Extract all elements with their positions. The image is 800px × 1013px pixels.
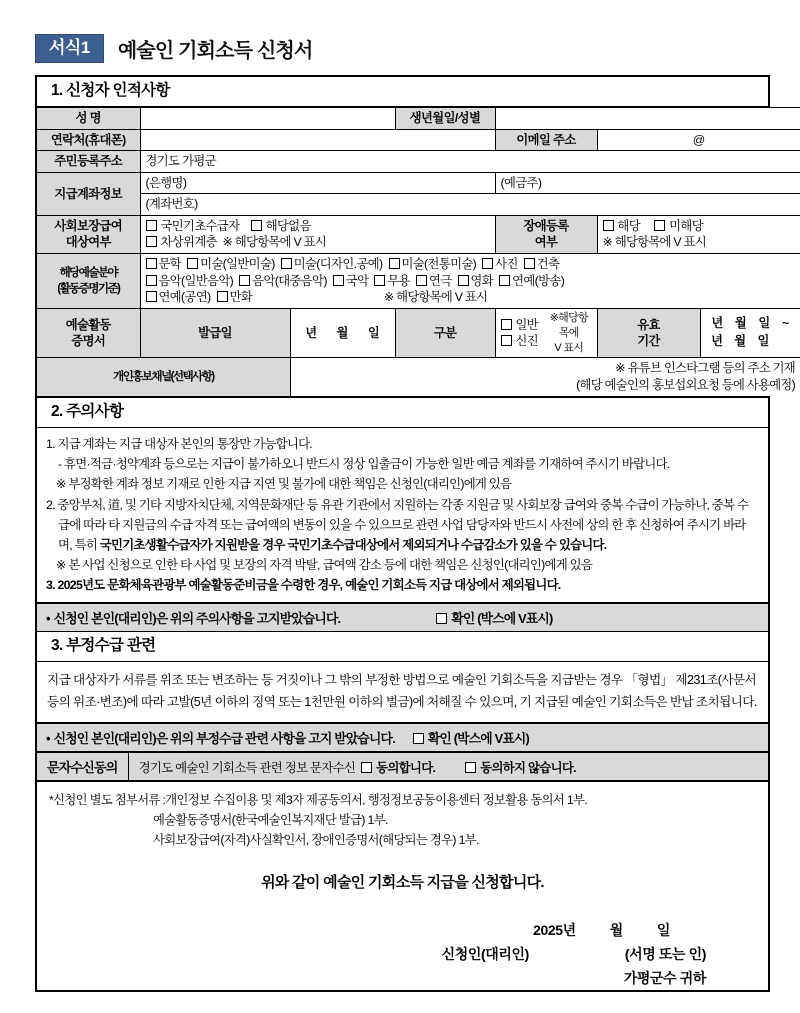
welfare-label-line2: 대상여부 bbox=[65, 235, 111, 250]
valid-from-day: 일 bbox=[758, 316, 771, 331]
address-label: 주민등록주소 bbox=[37, 151, 140, 173]
notice-item-1-sub: - 휴면·적금·청약계좌 등으로는 지급이 불가하오니 반드시 정상 입출금이 가능한 일반 예금 계좌를 기재하여 주시기 바랍니다. bbox=[58, 456, 670, 471]
notice-item-3: 3. 2025년도 문화체육관광부 예술활동준비금을 수령한 경우, 예술인 기회소득 지급 대상에서 제외됩니다. bbox=[46, 578, 561, 593]
checkbox-icon[interactable] bbox=[374, 275, 385, 286]
name-input[interactable] bbox=[140, 107, 395, 129]
valid-period-from bbox=[706, 315, 796, 333]
table-row-address bbox=[37, 151, 800, 173]
art-field-option-label: 연예(방송) bbox=[512, 273, 565, 288]
form-number-badge: 서식1 bbox=[35, 34, 104, 63]
valid-to-year: 년 bbox=[711, 334, 724, 349]
checkbox-icon[interactable] bbox=[501, 319, 512, 330]
checkbox-icon[interactable] bbox=[251, 220, 262, 231]
art-field-option-label: 미술(일반미술) bbox=[200, 257, 275, 272]
valid-to-month: 월 bbox=[734, 334, 747, 349]
art-field-option-label: 국악 bbox=[345, 273, 369, 288]
section-1-heading: 1. 신청자 인적사항 bbox=[37, 77, 768, 107]
valid-period-tilde: ~ bbox=[781, 316, 790, 331]
sms-consent-label: 문자수신동의 bbox=[37, 753, 129, 780]
art-field-option[interactable] bbox=[239, 274, 327, 288]
notice-item-2 bbox=[46, 495, 759, 555]
art-field-option[interactable] bbox=[146, 274, 234, 288]
art-field-option-label: 건축 bbox=[536, 257, 560, 272]
valid-period-to bbox=[706, 333, 796, 351]
disability-option-yes[interactable]: 해당 bbox=[603, 219, 641, 233]
promo-note-line1: ※ 유튜브 인스타그램 등의 주소 기재 bbox=[615, 361, 795, 376]
signature-year: 2025년 bbox=[533, 921, 576, 938]
art-field-option-label: 문학 bbox=[158, 257, 182, 272]
disability-label bbox=[495, 215, 597, 253]
art-field-option[interactable] bbox=[389, 257, 477, 271]
type-label: 구분 bbox=[395, 308, 495, 358]
art-field-option-label: 미술(전통미술) bbox=[401, 257, 477, 272]
phone-input[interactable] bbox=[140, 129, 495, 151]
checkbox-icon[interactable] bbox=[146, 236, 157, 247]
sms-consent-text: 경기도 예술인 기회소득 관련 정보 문자수신 bbox=[138, 760, 356, 775]
signature-date bbox=[49, 918, 720, 942]
signature-month: 월 bbox=[609, 921, 623, 938]
sms-disagree-option[interactable]: 동의하지 않습니다. bbox=[465, 758, 576, 776]
table-row-contact bbox=[37, 129, 800, 151]
checkbox-icon[interactable] bbox=[361, 762, 372, 773]
welfare-note: ※ 해당항목에 V 표시 bbox=[222, 235, 327, 250]
fraud-confirmation-bar bbox=[37, 723, 768, 752]
signature-row bbox=[49, 942, 720, 966]
checkbox-icon[interactable] bbox=[146, 291, 157, 302]
attachment-line-1 bbox=[49, 791, 756, 811]
checkbox-icon[interactable] bbox=[413, 733, 424, 744]
art-field-note: ※ 해당항목에 V 표시 bbox=[383, 290, 488, 305]
art-field-label bbox=[37, 254, 140, 309]
promo-note-line2: (해당 예술인의 홍보섭외요청 등에 사용예정) bbox=[576, 377, 795, 392]
type-option-general[interactable]: 일반 bbox=[501, 317, 539, 334]
fraud-body-text: 지급 대상자가 서류를 위조 또는 변조하는 등 거짓이나 그 밖의 부정한 방법으로 예술인 기회소득을 지급받는 경우 「형법」 제231조(사문서 등의 위조·변조)에 따라 고발(5년 이하의 징역 또는 1천만원 이하의 벌금)에 처해질 수 있으며, 기 지급된 예술인 기회소득은 반납 조치됩니다. bbox=[37, 662, 768, 723]
art-field-option[interactable] bbox=[187, 257, 275, 271]
art-field-option[interactable] bbox=[146, 290, 211, 304]
applicant-info-table bbox=[37, 107, 800, 396]
art-field-option-label: 연극 bbox=[428, 273, 452, 288]
disability-note: ※ 해당항목에 V 표시 bbox=[602, 235, 707, 250]
art-field-option[interactable] bbox=[217, 290, 253, 304]
checkbox-icon[interactable] bbox=[654, 220, 665, 231]
welfare-label-line1: 사회보장급여 bbox=[54, 218, 123, 233]
signature-mark: (서명 또는 인) bbox=[624, 945, 706, 962]
art-field-option[interactable] bbox=[281, 257, 383, 271]
footer-block bbox=[37, 782, 768, 989]
fraud-confirm-checkbox[interactable]: 확인 (박스에 V표시) bbox=[413, 728, 529, 747]
type-option-new[interactable]: 신진 bbox=[501, 333, 539, 350]
art-field-option-label: 영화 bbox=[470, 273, 494, 288]
welfare-option-near-poor[interactable]: 차상위계층 bbox=[146, 235, 217, 249]
sms-agree-option[interactable]: 동의합니다. bbox=[361, 758, 435, 776]
valid-period-label-line2: 기간 bbox=[637, 334, 660, 349]
signature-day: 일 bbox=[656, 921, 670, 938]
checkbox-icon[interactable] bbox=[146, 275, 157, 286]
checkbox-icon[interactable] bbox=[499, 275, 510, 286]
checkbox-icon[interactable] bbox=[458, 275, 469, 286]
table-row-name bbox=[37, 107, 800, 129]
table-row-welfare bbox=[37, 215, 800, 253]
signature-area bbox=[49, 918, 756, 990]
issue-date-label: 발급일 bbox=[140, 308, 290, 358]
welfare-options-line1 bbox=[146, 218, 490, 235]
checkbox-icon[interactable] bbox=[389, 258, 400, 269]
issue-date-input[interactable] bbox=[290, 308, 395, 358]
checkbox-icon[interactable] bbox=[416, 275, 427, 286]
art-field-label-line2: (활동증명기준) bbox=[57, 281, 120, 295]
attachment-line-2: 예술활동증명서(한국예술인복지재단 발급) 1부. bbox=[153, 813, 388, 828]
valid-period-label-line1: 유효 bbox=[637, 317, 660, 332]
issue-month: 월 bbox=[336, 325, 349, 340]
valid-period-input[interactable] bbox=[700, 308, 800, 358]
issue-date-ymd bbox=[296, 325, 390, 342]
art-field-option-label: 무용 bbox=[387, 273, 410, 288]
welfare-label bbox=[37, 215, 140, 253]
email-input[interactable]: @ bbox=[597, 129, 800, 151]
form-frame bbox=[35, 75, 795, 992]
checkbox-icon[interactable] bbox=[333, 275, 344, 286]
art-field-options-line2 bbox=[146, 273, 796, 290]
art-field-option-label: 사진 bbox=[495, 257, 518, 272]
checkbox-icon[interactable] bbox=[436, 613, 447, 624]
checkbox-icon[interactable] bbox=[524, 258, 535, 269]
certificate-label-line1: 예술활동 bbox=[65, 317, 111, 332]
bullet-icon: • bbox=[46, 611, 50, 627]
checkbox-icon[interactable] bbox=[603, 220, 614, 231]
checkbox-icon[interactable] bbox=[217, 291, 228, 302]
checkbox-icon[interactable] bbox=[146, 258, 157, 269]
issue-year: 년 bbox=[305, 325, 318, 340]
notice-confirmation-bar bbox=[37, 603, 768, 632]
bank-name-input[interactable]: (은행명) bbox=[140, 172, 495, 194]
welfare-options-line2 bbox=[146, 234, 490, 251]
issue-day: 일 bbox=[367, 325, 380, 340]
birth-gender-input[interactable] bbox=[495, 107, 800, 129]
applicant-label: 신청인(대리인) bbox=[441, 945, 529, 962]
section-2-heading: 2. 주의사항 bbox=[37, 396, 768, 428]
valid-period-label bbox=[597, 308, 700, 358]
welfare-options-cell bbox=[140, 215, 495, 253]
declaration-text: 위와 같이 예술인 기회소득 지급을 신청합니다. bbox=[261, 874, 544, 892]
recipient-label: 가평군수 귀하 bbox=[623, 969, 706, 986]
section-3-heading: 3. 부정수급 관련 bbox=[37, 632, 768, 662]
notice-item-1: 1. 지급 계좌는 지급 대상자 본인의 통장만 가능합니다. bbox=[46, 436, 312, 451]
notice-item-2-text: 2. 중앙부처, 道, 및 기타 지방자치단체, 지역문화재단 등 유관 기관에서 지원하는 각종 지원금 및 사회보장 급여와 중복 수급이 가능하나, 중복 수급에 따라 타 지원금의 수급 자격 또는 급여액의 변동이 있을 수 있으므로 관련 사업 담당자와 반드시 사전에 상의 한 후 신청하여 주시기 바라며, 특히 bbox=[46, 497, 749, 552]
attachment-key: *신청인 별도 첨부서류 : bbox=[49, 793, 166, 808]
notice-confirm-text: • 신청인 본인(대리인)은 위의 주의사항을 고지받았습니다. bbox=[46, 611, 341, 627]
art-field-option[interactable] bbox=[333, 274, 369, 288]
valid-from-year: 년 bbox=[711, 316, 724, 331]
art-field-option[interactable] bbox=[458, 274, 494, 288]
art-field-option[interactable] bbox=[374, 274, 410, 288]
checkbox-icon[interactable] bbox=[146, 220, 157, 231]
art-field-option[interactable] bbox=[499, 274, 564, 288]
table-row-promo-channel bbox=[37, 358, 800, 396]
promo-channel-input[interactable] bbox=[290, 358, 800, 396]
attachment-line-3: 사회보장급여(자격)사실확인서, 장애인증명서(해당되는 경우) 1부. bbox=[153, 833, 479, 848]
table-row-account-number bbox=[37, 194, 800, 216]
checkbox-icon[interactable] bbox=[239, 275, 250, 286]
art-field-option-label: 음악(일반음악) bbox=[158, 273, 234, 288]
disability-label-line1: 장애등록 bbox=[523, 218, 569, 233]
type-note-line1: ※해당항목에 bbox=[549, 311, 588, 339]
art-field-option[interactable] bbox=[524, 257, 560, 271]
promo-channel-label: 개인홍보채널(선택사항) bbox=[37, 358, 290, 396]
art-field-label-line1: 해당예술분야 bbox=[59, 266, 118, 280]
bullet-icon: • bbox=[46, 731, 50, 747]
disability-options-cell bbox=[597, 215, 800, 253]
welfare-option-basic[interactable]: 국민기초수급자 bbox=[146, 219, 240, 233]
checkbox-icon[interactable] bbox=[501, 335, 512, 346]
valid-from-month: 월 bbox=[734, 316, 747, 331]
type-options bbox=[501, 317, 539, 350]
account-holder-input[interactable]: (예금주) bbox=[495, 172, 800, 194]
disability-label-line2: 여부 bbox=[534, 235, 558, 250]
notice-item-1-note: ※ 부정확한 계좌 정보 기재로 인한 지급 지연 및 불가에 대한 책임은 신청인(대리인)에게 있음 bbox=[56, 476, 512, 491]
table-row-account-bank bbox=[37, 172, 800, 194]
art-field-option[interactable] bbox=[146, 257, 182, 271]
type-note bbox=[546, 311, 591, 356]
disability-option-no[interactable]: 미해당 bbox=[654, 219, 703, 233]
phone-label: 연락처(휴대폰) bbox=[37, 129, 140, 151]
type-note-line2: V 표시 bbox=[554, 341, 584, 354]
sms-consent-row bbox=[37, 752, 768, 782]
art-field-option-label: 연예(공연) bbox=[158, 290, 211, 305]
art-field-options-line1 bbox=[146, 256, 796, 273]
notice-confirm-checkbox[interactable]: 확인 (박스에 V표시) bbox=[436, 608, 552, 627]
account-label: 지급계좌정보 bbox=[37, 172, 140, 215]
notice-item-2-bold: 국민기초생활수급자가 지원받을 경우 국민기초수급대상에서 제외되거나 수급감소가 있을 수 있습니다. bbox=[99, 537, 607, 552]
name-label: 성 명 bbox=[37, 107, 140, 129]
birth-gender-label: 생년월일/성별 bbox=[395, 107, 495, 129]
table-row-activity-certificate bbox=[37, 308, 800, 358]
disability-options-line1 bbox=[603, 218, 796, 235]
art-field-options bbox=[140, 254, 800, 309]
checkbox-icon[interactable] bbox=[465, 762, 476, 773]
table-row-art-field bbox=[37, 254, 800, 309]
art-field-option-label: 미술(디자인.공예) bbox=[293, 257, 383, 272]
welfare-option-none[interactable]: 해당없음 bbox=[251, 219, 311, 233]
page-title: 예술인 기회소득 신청서 bbox=[117, 40, 313, 62]
valid-to-day: 일 bbox=[757, 334, 770, 349]
address-input[interactable]: 경기도 가평군 bbox=[140, 151, 800, 173]
fraud-confirm-text: • 신청인 본인(대리인)은 위의 부정수급 관련 사항을 고지 받았습니다. bbox=[46, 731, 395, 747]
notice-item-2-note: ※ 본 사업 신청으로 인한 타 사업 및 보장의 자격 박탈, 급여액 감소 등에 대한 책임은 신청인(대리인)에게 있음 bbox=[56, 558, 593, 573]
checkbox-icon[interactable] bbox=[482, 258, 493, 269]
art-field-option[interactable] bbox=[416, 274, 452, 288]
art-field-option-label: 음악(대중음악) bbox=[252, 273, 327, 288]
type-options-cell bbox=[495, 308, 597, 358]
art-field-option[interactable] bbox=[482, 257, 518, 271]
certificate-label-line2: 증명서 bbox=[71, 334, 106, 349]
art-field-options-line3 bbox=[146, 289, 796, 306]
certificate-label bbox=[37, 308, 140, 358]
account-number-input[interactable]: (계좌번호) bbox=[140, 194, 800, 216]
notice-body bbox=[37, 428, 768, 604]
checkbox-icon[interactable] bbox=[187, 258, 198, 269]
attachment-value-1: 개인정보 수집이용 및 제3자 제공동의서, 행정정보공동이용센터 정보활용 동의서 1부. bbox=[165, 793, 588, 808]
sms-consent-options bbox=[129, 753, 768, 780]
art-field-option-label: 만화 bbox=[229, 290, 253, 305]
document-title-row bbox=[35, 34, 770, 63]
checkbox-icon[interactable] bbox=[281, 258, 292, 269]
email-label: 이메일 주소 bbox=[495, 129, 597, 151]
